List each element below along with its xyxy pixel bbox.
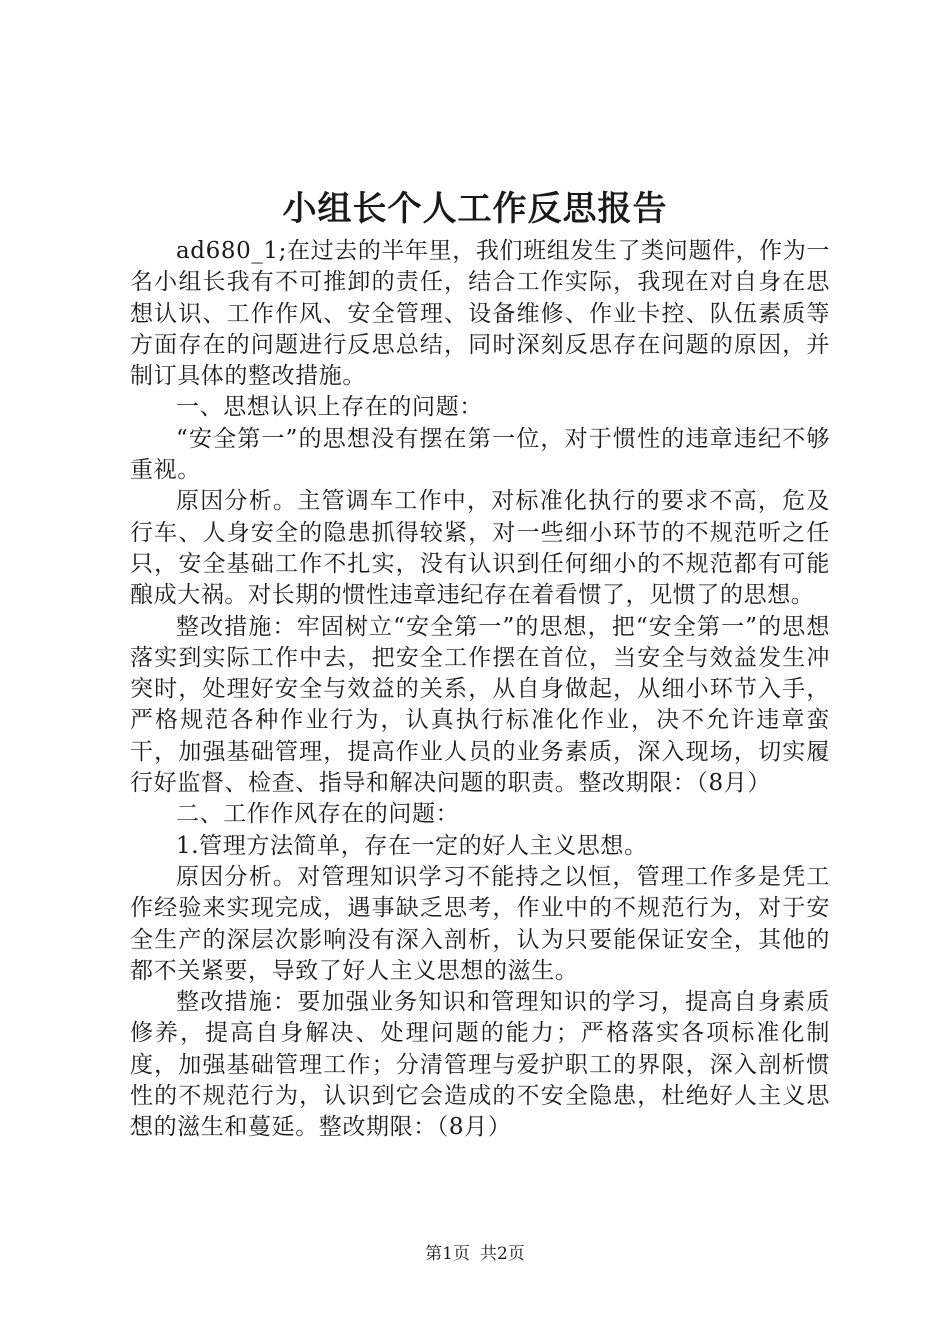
section-heading-2: 二、工作作风存在的问题： — [176, 801, 460, 828]
paragraph-cause-1: 原因分析。主管调车工作中，对标准化执行的要求不高，危及行车、人身安全的隐患抓得较紧，对一些细小环节的不规范听之任只，安全基础工作不扎实，没有认识到任何细小的不规范都有可能酿成大祸。对长期的惯性违章违纪存在着看惯了，见惯了的思想。 — [130, 488, 830, 609]
paragraph-problem-2: 1.管理方法简单，存在一定的好人主义思想。 — [176, 832, 648, 859]
page-total: 共2页 — [480, 1244, 525, 1264]
paragraph-cause-2: 原因分析。对管理知识学习不能持之以恒，管理工作多是凭工作经验来实现完成，遇事缺乏思考，作业中的不规范行为，对于安全生产的深层次影响没有深入剖析，认为只要能保证安全，其他的都不关紧要，导致了好人主义思想的滋生。 — [130, 863, 830, 984]
paragraph-measures-2: 整改措施：要加强业务知识和管理知识的学习，提高自身素质修养，提高自身解决、处理问题的能力；严格落实各项标准化制度，加强基础管理工作；分清管理与爱护职工的界限，深入剖析惯性的不规范行为，认识到它会造成的不安全隐患，杜绝好人主义思想的滋生和蔓延。整改期限：（8月） — [130, 989, 830, 1141]
paragraph-measures-1: 整改措施：牢固树立“安全第一”的思想，把“安全第一”的思想落实到实际工作中去，把安全工作摆在首位，当安全与效益发生冲突时，处理好安全与效益的关系，从自身做起，从细小环节入手，严格规范各种作业行为，认真执行标准化作业，决不允许违章蛮干，加强基础管理，提高作业人员的业务素质，深入现场，切实履行好监督、检查、指导和解决问题的职责。整改期限：（8月） — [130, 613, 830, 797]
section-heading-1: 一、思想认识上存在的问题： — [176, 394, 483, 421]
paragraph-intro: ad680_1;在过去的半年里，我们班组发生了类问题件，作为一名小组长我有不可推卸的责任，结合工作实际，我现在对自身在思想认识、工作作风、安全管理、设备维修、作业卡控、队伍素质等方面存在的问题进行反思总结，同时深刻反思存在问题的原因，并制订具体的整改措施。 — [130, 238, 830, 390]
document-body — [130, 236, 830, 1144]
paragraph-problem-1: “安全第一”的思想没有摆在第一位，对于惯性的违章违纪不够重视。 — [130, 425, 830, 484]
page-footer — [0, 1242, 950, 1266]
page-number: 第1页 — [425, 1244, 470, 1264]
document-title: 小组长个人工作反思报告 — [282, 189, 668, 229]
